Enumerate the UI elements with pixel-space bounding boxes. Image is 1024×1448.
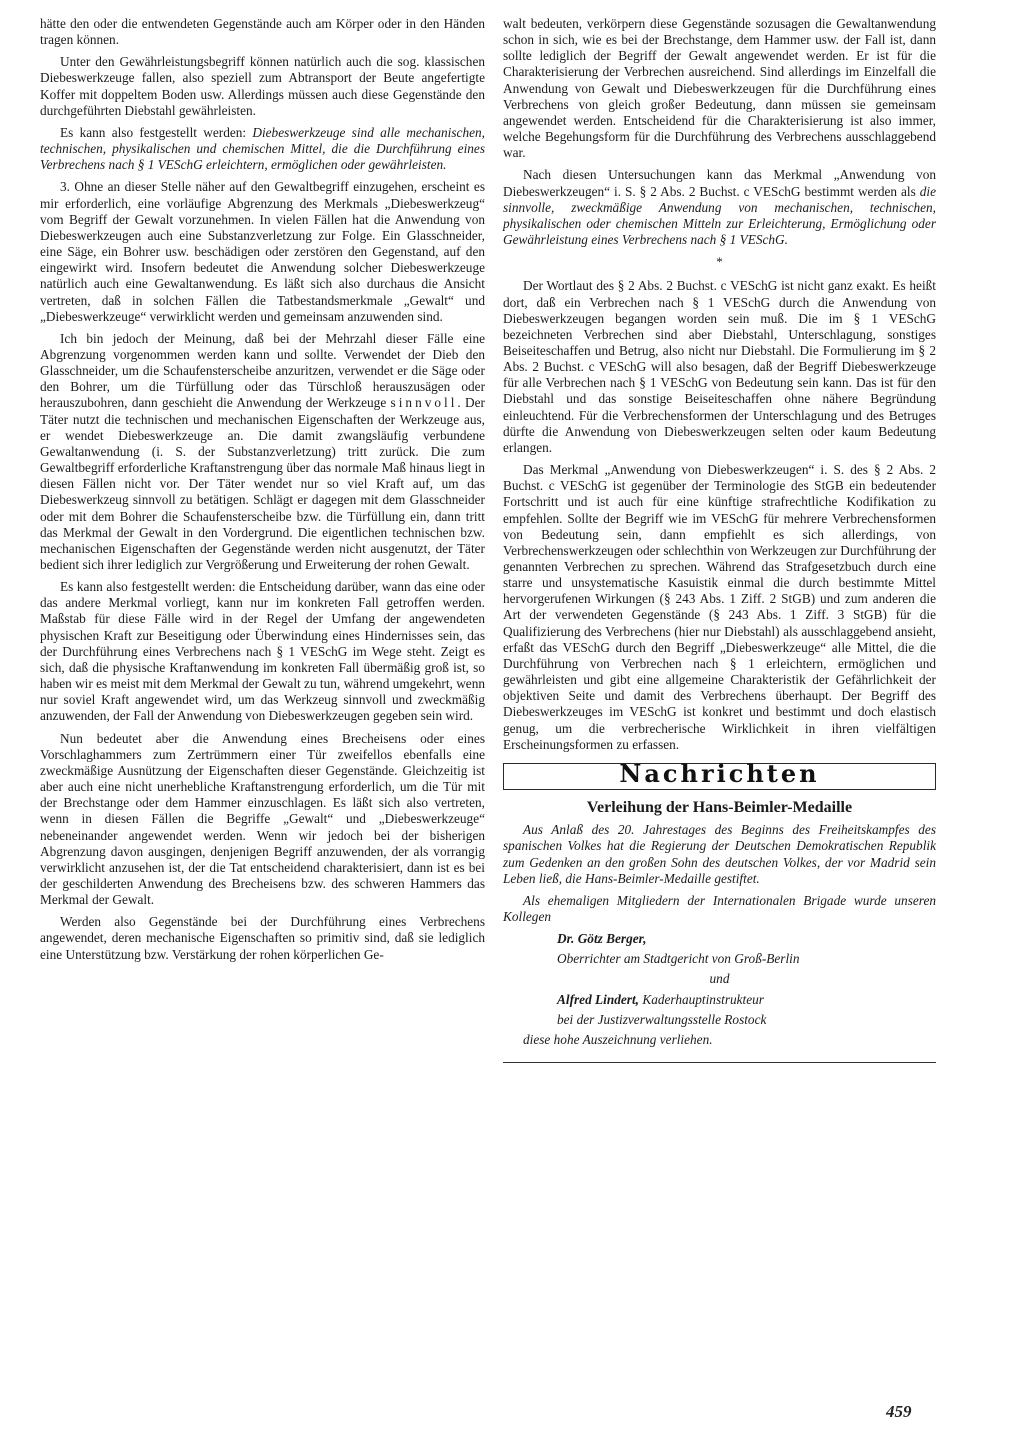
paragraph	[503, 167, 936, 248]
recipient-1-name: Dr. Götz Berger,	[557, 931, 647, 947]
paragraph-text: Ich bin jedoch der Meinung, daß bei der Mehrzahl dieser Fälle eine Abgrenzung vorgenommen werden kann und sollte. Verwendet der Dieb den Glasschneider, um die Schaufensterscheibe anzuritzen, verwendet er die Säge oder den Bohrer, um die Türfüllung oder das Türschloß herauszusägen oder herauszubohren, dann geschieht die Anwendung der Werkzeuge	[40, 330, 485, 411]
news-section-box	[503, 758, 936, 790]
recipient-2	[503, 992, 936, 1008]
definition-italic: Diebeswerkzeuge sind alle mechanischen, technischen, physikalischen und chemischen Mittel, die die Durchführung eines Verbrechens nach § 1 VESchG erleichtern, ermöglichen oder gewährleisten.	[40, 124, 485, 173]
paragraph-text: Nach diesen Untersuchungen kann das Merkmal „Anwendung von Diebeswerkzeugen“ i. S. § 2 Abs. 2 Buchst. c VESchG bestimmt werden als	[503, 167, 936, 199]
left-column	[40, 16, 485, 969]
news-paragraph: Als ehemaligen Mitgliedern der Internationalen Brigade wurde unseren Kollegen	[503, 892, 936, 924]
paragraph: Das Merkmal „Anwendung von Diebeswerkzeugen“ i. S. des § 2 Abs. 2 Buchst. c VESchG ist gegenüber der Terminologie des StGB ein bedeutender Fortschritt und ist auch für eine künftige strafrechtliche Kodifikation zu empfehlen. Sollte der Begriff wie im VESchG für mehrere Verbrechensformen von Bedeutung sein, dann empfiehlt es sich allerdings, von Verbrechenswerkzeugen oder schlechthin von Werkzeugen zur Durchführung der genannten Verbrechen zu sprechen. Während das Strafgesetzbuch durch eine starre und unsystematische Kasuistik einmal die durch bestimmte Mittel hervorgerufenen Wirkungen (§ 243 Abs. 1 Ziff. 2 StGB) und zum anderen die Art der verwendeten Gegenstände (§ 243 Abs. 1 Ziff. 3 StGB) für die Qualifizierung des Verbrechens (hier nur Diebstahl) als ausschlaggebend ansieht, erfaßt das VESchG durch den Begriff „Diebeswerkzeuge“ alle Mittel, die die Durchführung von Verbrechen nach § 1 erleichtern, ermöglichen und gewährleisten und gibt eine allgemeine Charakteristik der Gefährlichkeit der objektiven Seite und damit des Verbrechens überhaupt. Der Begriff des Diebeswerkzeuges im VESchG ist konkret und bestimmt und doch elastisch genug, um die verbrecherische Wirklichkeit in ihren vielfältigen Erscheinungsformen zu erfassen.	[503, 462, 936, 752]
paragraph: Unter den Gewährleistungsbegriff können natürlich auch die sog. klassischen Diebeswerkzeuge fallen, also speziell zum Abtransport der Beute angefertigte Koffer mit doppeltem Boden usw. Allerdings müssen auch diese Gegenstände den durchgeführten Diebstahl gewährleisten.	[40, 54, 485, 118]
paragraph-text: Es kann also festgestellt werden:	[60, 124, 253, 140]
spaced-emphasis: sinnvoll	[390, 395, 458, 411]
section-separator: *	[716, 254, 723, 270]
paragraph: 3. Ohne an dieser Stelle näher auf den Gewaltbegriff einzugehen, erscheint es mir erforderlich, eine vorläufige Abgrenzung des Merkmals „Diebeswerkzeug“ vom Begriff der Gewalt vorzunehmen. In vielen Fällen hat die Anwendung von Diebeswerkzeugen auch eine Substanzverletzung zur Folge. Ein Glasschneider, eine Säge, ein Bohrer usw. beschädigen oder zerstören den Gegenstand, auf den eingewirkt wird. Insofern bedeutet die Anwendung solcher Diebeswerkzeuge natürlich auch eine Gewaltanwendung. Es läßt sich also durchaus die Ansicht vertreten, daß in solchen Fällen die Tatbestandsmerkmale „Gewalt“ und „Diebeswerkzeuge“ verwirklicht werden und gemeinsam anzuwenden sind.	[40, 179, 485, 324]
news-headline: Verleihung der Hans-Beimler-Medaille	[586, 799, 853, 817]
paragraph: Nun bedeutet aber die Anwendung eines Brecheisens oder eines Vorschlaghammers zum Zertrümmern einer Tür zweifellos ebenfalls eine zweckmäßige Ausnützung der Eigenschaften dieser Gegenstände. Gleichzeitig ist aber auch eine nicht unerhebliche Kraftanstrengung erforderlich, um die Tür mit der Brechstange oder dem Hammer einzuschlagen. Es läßt sich also vertreten, wenn in diesen Fällen die Begriffe „Gewalt“ und „Diebeswerkzeuge“ nebeneinander angewendet werden. Wenn wir jedoch bei der bisherigen Abgrenzung davon ausgingen, denjenigen Begriff anzuwenden, der als vorrangig verwirklicht anzusehen ist, der die Tat entscheidend charakterisiert, dann ist es bei der geschilderten Anwendung des Brecheisens bzw. des schweren Hammers das Merkmal der Gewalt.	[40, 730, 485, 908]
end-rule	[503, 1062, 936, 1063]
paragraph	[40, 331, 485, 573]
page-number: 459	[886, 1402, 912, 1421]
news-paragraph: Aus Anlaß des 20. Jahrestages des Beginns des Freiheitskampfes des spanischen Volkes hat die Regierung der Deutschen Demokratischen Republik zum Gedenken an den großen Sohn des deutschen Volkes, der vor Madrid sein Leben ließ, die Hans-Beimler-Medaille gestiftet.	[503, 822, 936, 886]
recipient-2-title: Kaderhauptinstrukteur	[639, 991, 764, 1007]
paragraph: hätte den oder die entwendeten Gegenstände auch am Körper oder in den Händen tragen können.	[40, 16, 485, 48]
paragraph: Werden also Gegenstände bei der Durchführung eines Verbrechens angewendet, deren mechanische Eigenschaften so primitiv sind, daß sie lediglich eine Unterstützung bzw. Verstärkung der rohen körperlichen Ge-	[40, 914, 485, 962]
recipient-1-title: Oberrichter am Stadtgericht von Groß-Berlin	[557, 951, 800, 967]
news-body	[503, 822, 936, 1048]
conjunction: und	[709, 971, 730, 987]
recipient-2-office: bei der Justizverwaltungsstelle Rostock	[557, 1011, 767, 1027]
paragraph: walt bedeuten, verkörpern diese Gegenstände sozusagen die Gewaltanwendung schon in sich, wie es bei der Brechstange, dem Hammer usw. der Fall ist, dann sollte lediglich der Begriff der Gewalt angewendet werden. Er ist für die Charakterisierung der Verbrechen ausreichend. Sind allerdings im Einzelfall die Anwendung von Gewalt und Diebeswerkzeugen für die Durchführung eines Verbrechens von gleich großer Bedeutung, dann müssen sie gemeinsam angewendet werden. Entscheidend für die Charakterisierung ist also immer, welche Begehungsform für die Durchführung des Verbrechens ausschlaggebend war.	[503, 16, 936, 161]
definition-italic: die sinnvolle, zweckmäßige Anwendung von mechanischen, technischen, physikalischen oder chemischen Mitteln zur Erleichterung, Ermöglichung oder Gewährleistung eines Verbrechens nach § 1 VESchG.	[503, 183, 936, 248]
recipient-1	[503, 931, 936, 947]
news-section-title: Nachrichten	[619, 758, 820, 788]
paragraph	[40, 125, 485, 173]
paragraph: Es kann also festgestellt werden: die Entscheidung darüber, wann das eine oder das andere Merkmal vorliegt, kann nur im konkreten Fall getroffen werden. Maßstab für diese Fälle wird in der Regel der Umfang der angewendeten physischen Kraft zur Beseitigung oder Überwindung eines Hindernisses sein, das der Durchführung eines Verbrechens nach § 1 VESchG im Wege steht. Zeigt es sich, daß die physische Kraftanwendung im konkreten Fall übermäßig groß ist, so haben wir es meist mit dem Merkmal der Gewalt zu tun, während umgekehrt, wenn nur soviel Kraft angewendet wird, um das Werkzeug sinnvoll und zweckmäßig anzuwenden, der Fall der Anwendung von Diebeswerkzeugen gegeben sein wird.	[40, 579, 485, 724]
paragraph: Der Wortlaut des § 2 Abs. 2 Buchst. c VESchG ist nicht ganz exakt. Es heißt dort, daß ein Verbrechen nach § 1 VESchG durch die Anwendung von Diebeswerkzeugen begangen worden sein muß. Die im § 1 VESchG bezeichneten Verbrechen sind aber Diebstahl, Unterschlagung, sonstiges Beiseiteschaffen und Betrug, also nicht nur Diebstahl. Die Formulierung im § 2 Abs. 2 Buchst. c VESchG will also besagen, daß der Begriff Diebeswerkzeuge für alle Verbrechen nach § 1 VESchG von Bedeutung sein kann. Das ist für den Diebstahl und das sonstige Beiseiteschaffen ohne nähere Begründung einleuchtend. Für die Verbrechensformen der Unterschlagung und des Betruges dürfte die Anwendung von Diebeswerkzeugen selten oder kaum Bedeutung erlangen.	[503, 278, 936, 455]
paragraph-text: . Der Täter nutzt die technischen und mechanischen Eigenschaften der Werkzeuge aus, er wendet Diebeswerkzeuge an. Die damit zwangsläufig verbundene Gewaltanwendung (i. S. der Substanzverletzung) tritt zurück. Die zum Gewaltbegriff erforderliche Kraftanstrengung über das normale Maß hinaus liegt in diesen Fällen nicht vor. Der Täter wendet nur so viel Kraft auf, um das Diebeswerkzeug sinnvoll zu betätigen. Schlägt er dagegen mit dem Glasschneider oder mit dem Bohrer die Schaufensterscheibe bzw. die Türfüllung ein, dann tritt das Merkmal der Gewalt in den Vordergrund. Die eigentlichen technischen bzw. mechanischen Eigenschaften der Gegenstände werden nicht ausgenutzt, der Täter bedient sich ihrer lediglich zur Vergrößerung und Erweiterung der rohen Gewalt.	[40, 395, 485, 572]
recipient-2-name: Alfred Lindert,	[557, 991, 639, 1007]
right-column	[503, 16, 936, 1063]
news-closing: diese hohe Auszeichnung verliehen.	[523, 1031, 713, 1047]
